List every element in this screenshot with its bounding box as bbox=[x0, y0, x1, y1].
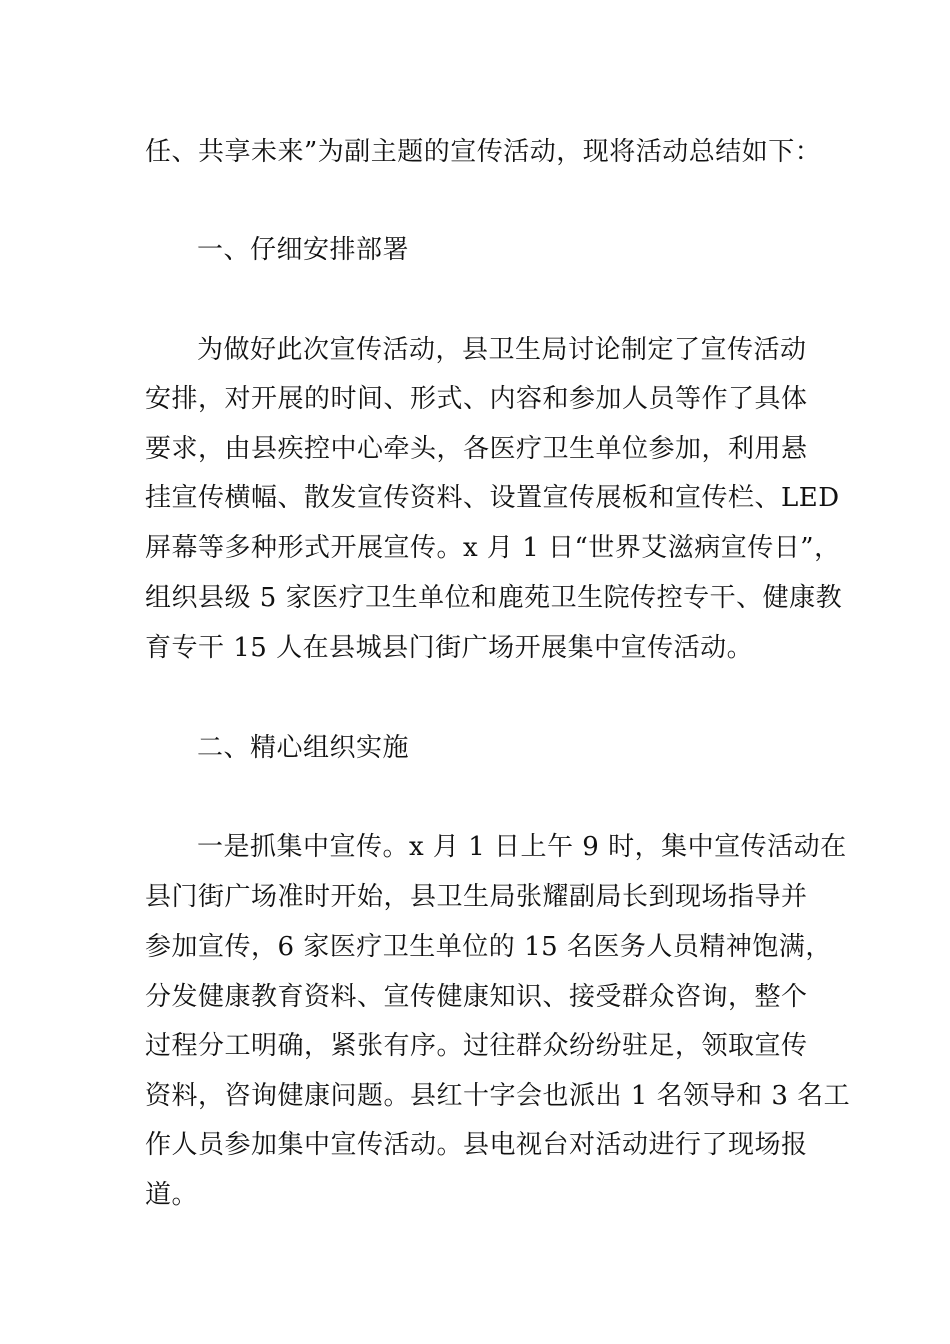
paragraph-line: 挂宣传横幅、散发宣传资料、设置宣传展板和宣传栏、LED bbox=[145, 483, 840, 513]
paragraph-line: 要求，由县疾控中心牵头，各医疗卫生单位参加，利用悬 bbox=[145, 434, 808, 464]
section-2-heading: 二、精心组织实施 bbox=[197, 733, 410, 763]
paragraph-line: 屏幕等多种形式开展宣传。x 月 1 日“世界艾滋病宣传日”， bbox=[145, 533, 841, 563]
paragraph-line: 安排，对开展的时间、形式、内容和参加人员等作了具体 bbox=[145, 384, 808, 414]
paragraph-line: 道。 bbox=[145, 1180, 199, 1210]
section-1-heading: 一、仔细安排部署 bbox=[197, 235, 410, 265]
paragraph-line: 分发健康教育资料、宣传健康知识、接受群众咨询，整个 bbox=[145, 982, 808, 1012]
paragraph-line: 作人员参加集中宣传活动。县电视台对活动进行了现场报 bbox=[145, 1130, 808, 1160]
paragraph-line: 为做好此次宣传活动，县卫生局讨论制定了宣传活动 bbox=[197, 335, 807, 365]
paragraph-line: 县门街广场准时开始，县卫生局张耀副局长到现场指导并 bbox=[145, 882, 808, 912]
paragraph-line: 组织县级 5 家医疗卫生单位和鹿苑卫生院传控专干、健康教 bbox=[145, 583, 843, 613]
paragraph-line: 资料，咨询健康问题。县红十字会也派出 1 名领导和 3 名工 bbox=[145, 1081, 851, 1111]
intro-line: 任、共享未来”为副主题的宣传活动，现将活动总结如下： bbox=[145, 137, 822, 167]
paragraph-line: 一是抓集中宣传。x 月 1 日上午 9 时，集中宣传活动在 bbox=[197, 832, 847, 862]
paragraph-line: 育专干 15 人在县城县门街广场开展集中宣传活动。 bbox=[145, 633, 754, 663]
paragraph-line: 参加宣传，6 家医疗卫生单位的 15 名医务人员精神饱满， bbox=[145, 932, 832, 962]
paragraph-line: 过程分工明确，紧张有序。过往群众纷纷驻足，领取宣传 bbox=[145, 1031, 808, 1061]
